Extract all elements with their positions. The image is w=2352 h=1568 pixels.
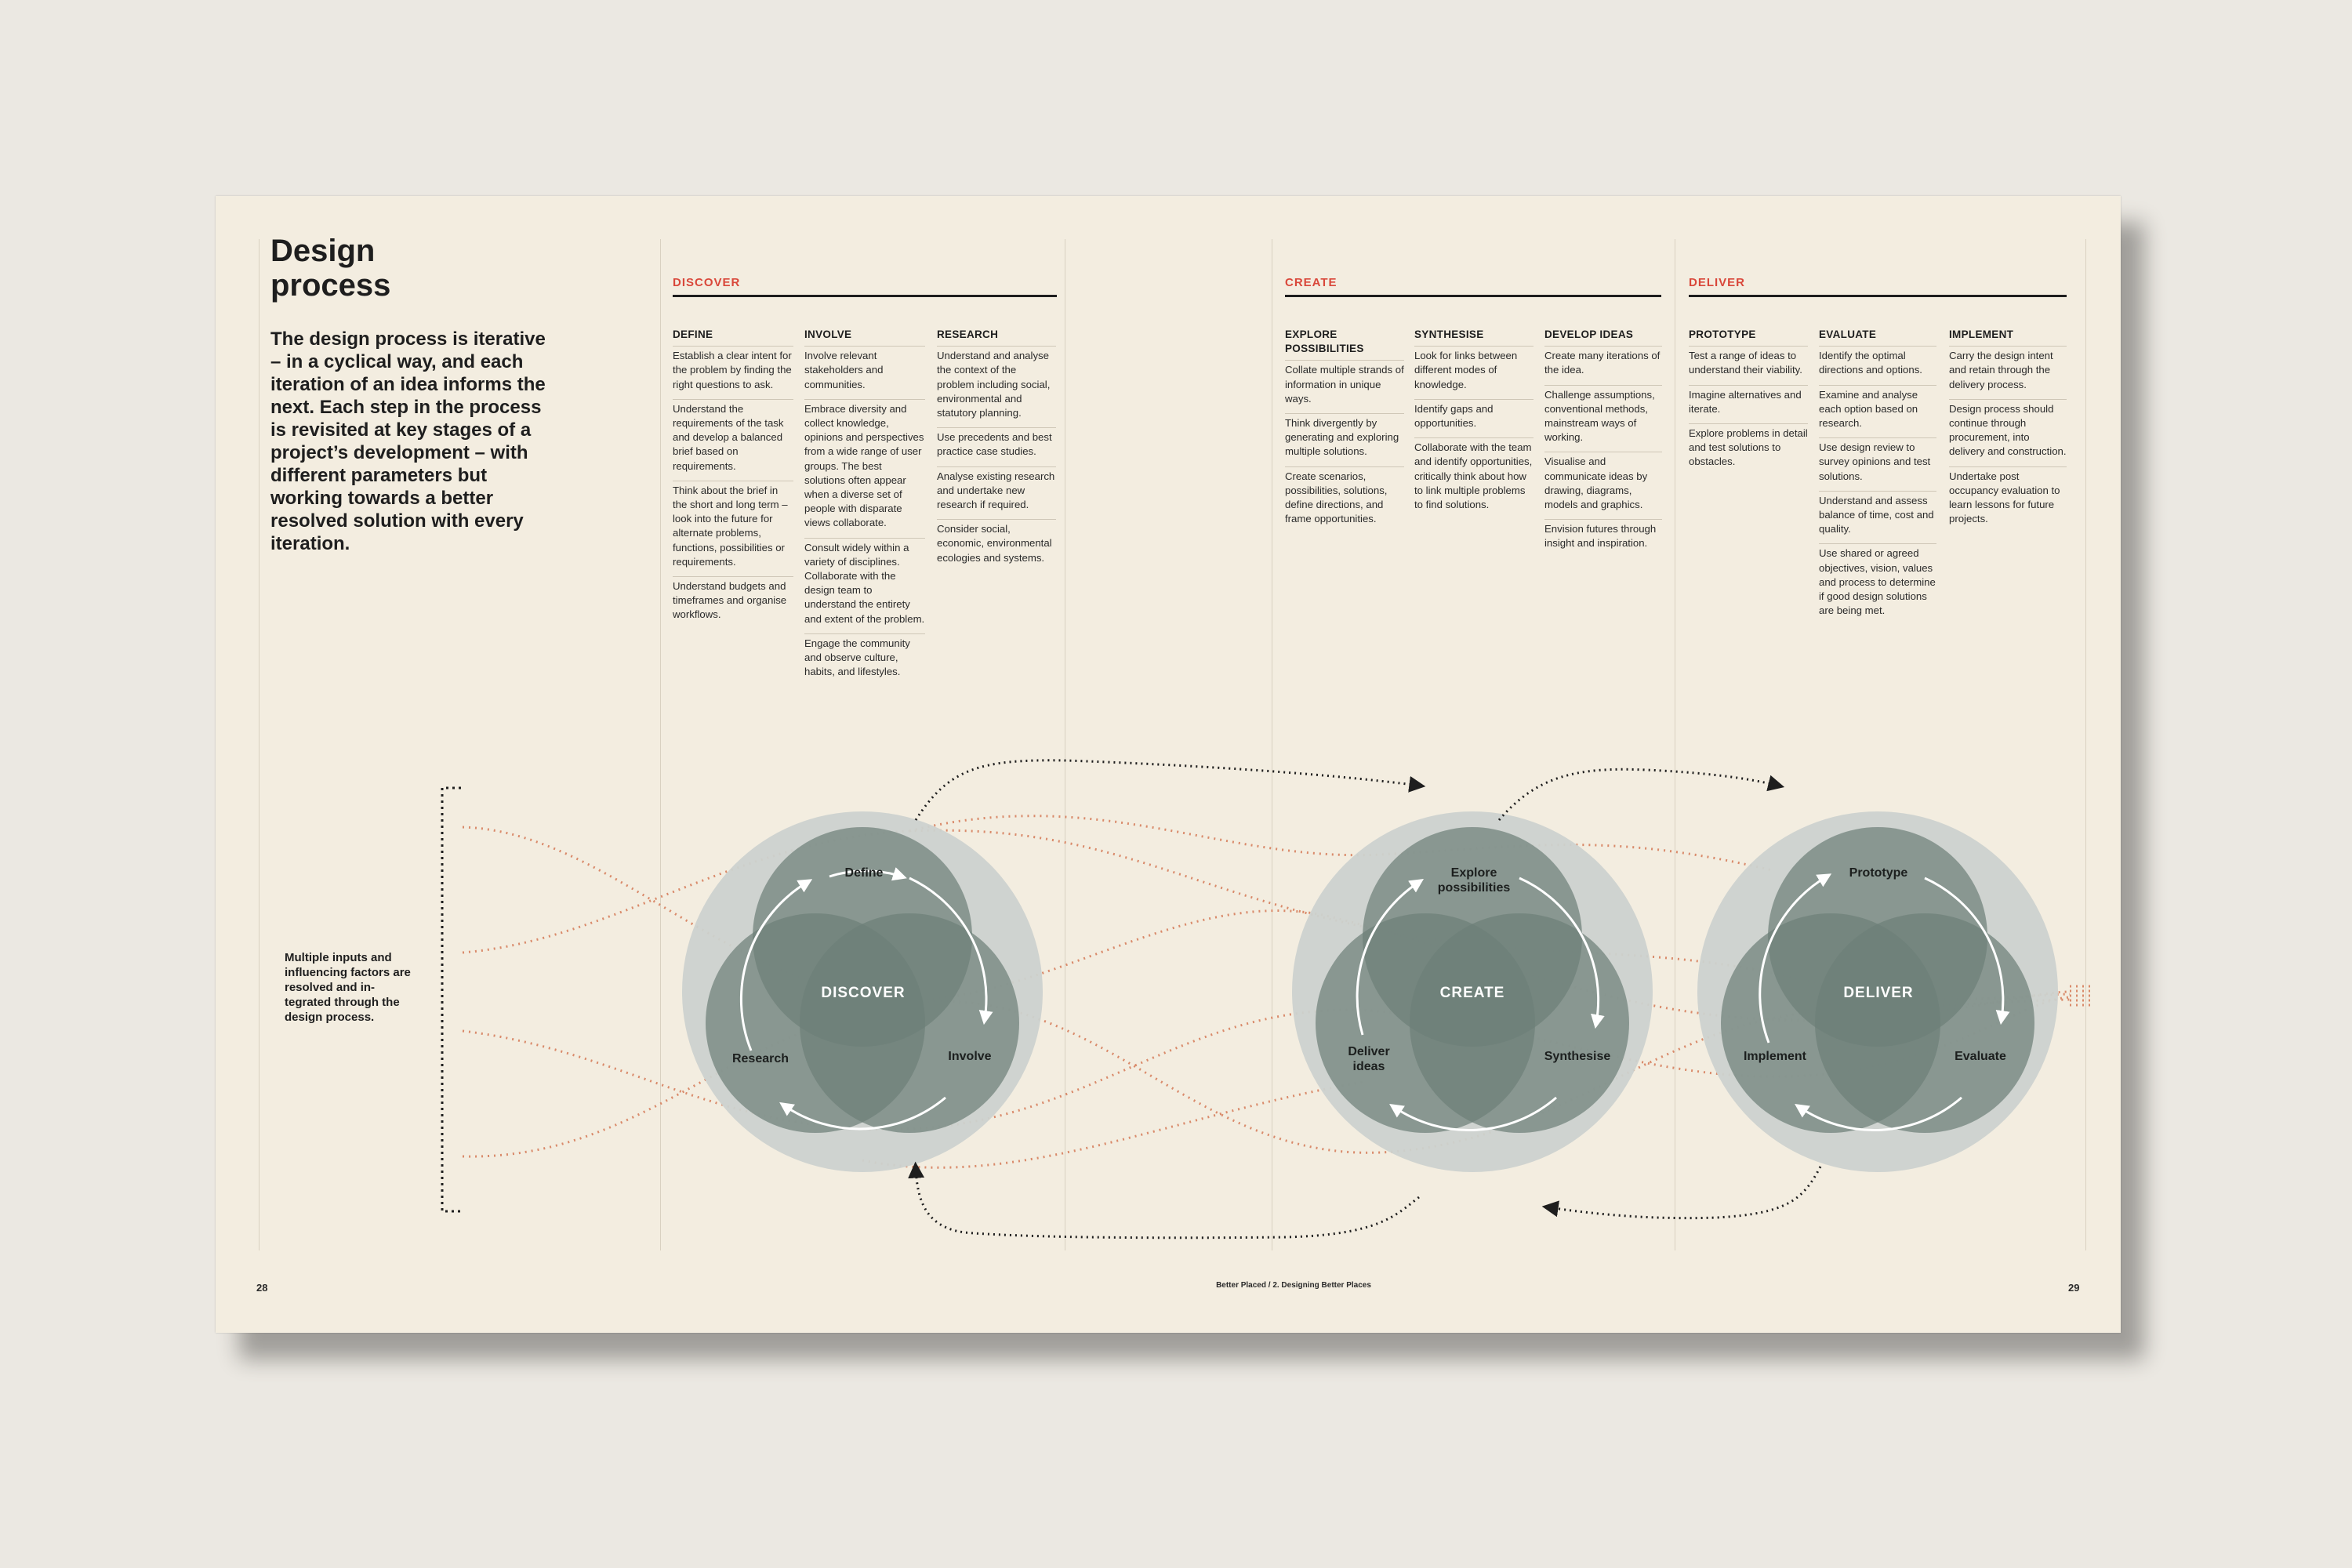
inputs-bracket <box>442 788 461 1211</box>
running-footer: Better Placed / 2. Designing Better Places <box>1216 1281 1371 1290</box>
venn-label-explore-line2: possibilities <box>1437 881 1511 895</box>
column-title: SYNTHESISE <box>1414 328 1484 340</box>
list-item: Embrace diversity and collect knowledge, opinions and perspectives from a wide range of user groups. The best solutions often appear when a diverse set of people with disparate views collaborate. <box>804 399 925 538</box>
list-item: Create scenarios, possibilities, solutions, define directions, and frame opportunities. <box>1285 466 1404 534</box>
list-item: Use precedents and best practice case studies. <box>937 427 1056 466</box>
intro-paragraph: The design process is iterative – in a cyclical way, and each iteration of an idea informs the next. Each step in the process is revisited at key stages of a project’s development – with different parameters but working towards a better resolved solution with every iteration. <box>270 328 546 554</box>
venn-label-explore-line1: Explore <box>1450 866 1497 880</box>
list-item: Consider social, economic, environmental ecologies and systems. <box>937 519 1056 572</box>
venn-label-synthesise: Synthesise <box>1544 1050 1611 1063</box>
venn-label-research: Research <box>731 1052 789 1065</box>
list-item: Look for links between different modes of knowledge. <box>1414 346 1534 399</box>
column-title: RESEARCH <box>937 328 999 340</box>
column-title: EVALUATE <box>1819 328 1877 340</box>
venn-center-discover: DISCOVER <box>821 985 906 1001</box>
page-number-left: 28 <box>256 1282 268 1294</box>
list-item: Design process should continue through procurement, into delivery and construction. <box>1949 399 2067 466</box>
column-title: DEFINE <box>673 328 713 340</box>
venn-center-deliver: DELIVER <box>1843 985 1914 1001</box>
list-item: Examine and analyse each option based on research. <box>1819 385 1936 438</box>
list-item: Use design review to survey opinions and test solutions. <box>1819 437 1936 491</box>
list-item: Identify gaps and opportunities. <box>1414 399 1534 437</box>
list-item: Collaborate with the team and identify opportunities, critically think about how to link multiple problems to find solutions. <box>1414 437 1534 519</box>
list-item: Analyse existing research and undertake new research if required. <box>937 466 1056 520</box>
list-item: Undertake post occupancy evaluation to learn lessons for future projects. <box>1949 466 2067 534</box>
column-title: PROTOTYPE <box>1689 328 1756 340</box>
inputs-note: Multiple inputs and influencing factors are resolved and in-tegrated through the design process. <box>285 951 411 1024</box>
column-title: DEVELOP IDEAS <box>1544 328 1634 340</box>
list-item: Visualise and communicate ideas by drawing, diagrams, models and graphics. <box>1544 452 1662 519</box>
page-number-right: 29 <box>2068 1282 2080 1294</box>
list-item: Engage the community and observe culture, habits, and lifestyles. <box>804 633 925 687</box>
deliver-venn <box>1697 811 2058 1172</box>
title-line-1: Design <box>270 234 376 268</box>
list-item: Involve relevant stakeholders and communities. <box>804 346 925 399</box>
list-item: Understand budgets and timeframes and organise workflows. <box>673 576 793 630</box>
list-item: Use shared or agreed objectives, vision, values and process to determine if good design solutions are being met. <box>1819 543 1936 625</box>
list-item: Think about the brief in the short and long term – look into the future for alternate problems, functions, possibilities or requirements. <box>673 481 793 576</box>
list-item: Think divergently by generating and exploring multiple solutions. <box>1285 413 1404 466</box>
discover-venn <box>682 811 1043 1172</box>
venn-label-deliver-ideas-line2: ideas <box>1352 1060 1385 1073</box>
list-item: Collate multiple strands of information in unique ways. <box>1285 360 1404 413</box>
venn-label-define: Define <box>844 866 884 880</box>
list-item: Carry the design intent and retain through the delivery process. <box>1949 346 2067 399</box>
venn-label-prototype: Prototype <box>1849 866 1908 880</box>
create-venn <box>1292 811 1653 1172</box>
list-item: Test a range of ideas to understand their viability. <box>1689 346 1808 384</box>
phase-heading-deliver: DELIVER <box>1689 276 1746 289</box>
list-item: Challenge assumptions, conventional methods, mainstream ways of working. <box>1544 385 1662 452</box>
list-item: Explore problems in detail and test solutions to obstacles. <box>1689 423 1808 477</box>
list-item: Understand the requirements of the task and develop a balanced brief based on requirements. <box>673 399 793 481</box>
phase-heading-create: CREATE <box>1285 276 1338 289</box>
phase-heading-discover: DISCOVER <box>673 276 741 289</box>
venn-label-implement: Implement <box>1743 1050 1807 1063</box>
title-line-2: process <box>270 268 391 303</box>
column-title: IMPLEMENT <box>1949 328 2014 340</box>
list-item: Envision futures through insight and inspiration. <box>1544 519 1662 557</box>
list-item: Consult widely within a variety of disciplines. Collaborate with the design team to understand the entirety and extent of the problem. <box>804 538 925 633</box>
venn-center-create: CREATE <box>1439 985 1505 1001</box>
list-item: Understand and assess balance of time, cost and quality. <box>1819 491 1936 544</box>
list-item: Identify the optimal directions and options. <box>1819 346 1936 384</box>
list-item: Understand and analyse the context of the problem including social, environmental and statutory planning. <box>937 346 1056 427</box>
column-title: INVOLVE <box>804 328 852 340</box>
list-item: Create many iterations of the idea. <box>1544 346 1662 384</box>
venn-label-evaluate: Evaluate <box>1955 1050 2006 1063</box>
list-item: Imagine alternatives and iterate. <box>1689 385 1808 423</box>
venn-label-involve: Involve <box>948 1050 992 1063</box>
list-item: Establish a clear intent for the problem by finding the right questions to ask. <box>673 346 793 399</box>
venn-label-deliver-ideas-line1: Deliver <box>1348 1045 1390 1058</box>
column-title: EXPLORE POSSIBILITIES <box>1285 328 1364 355</box>
